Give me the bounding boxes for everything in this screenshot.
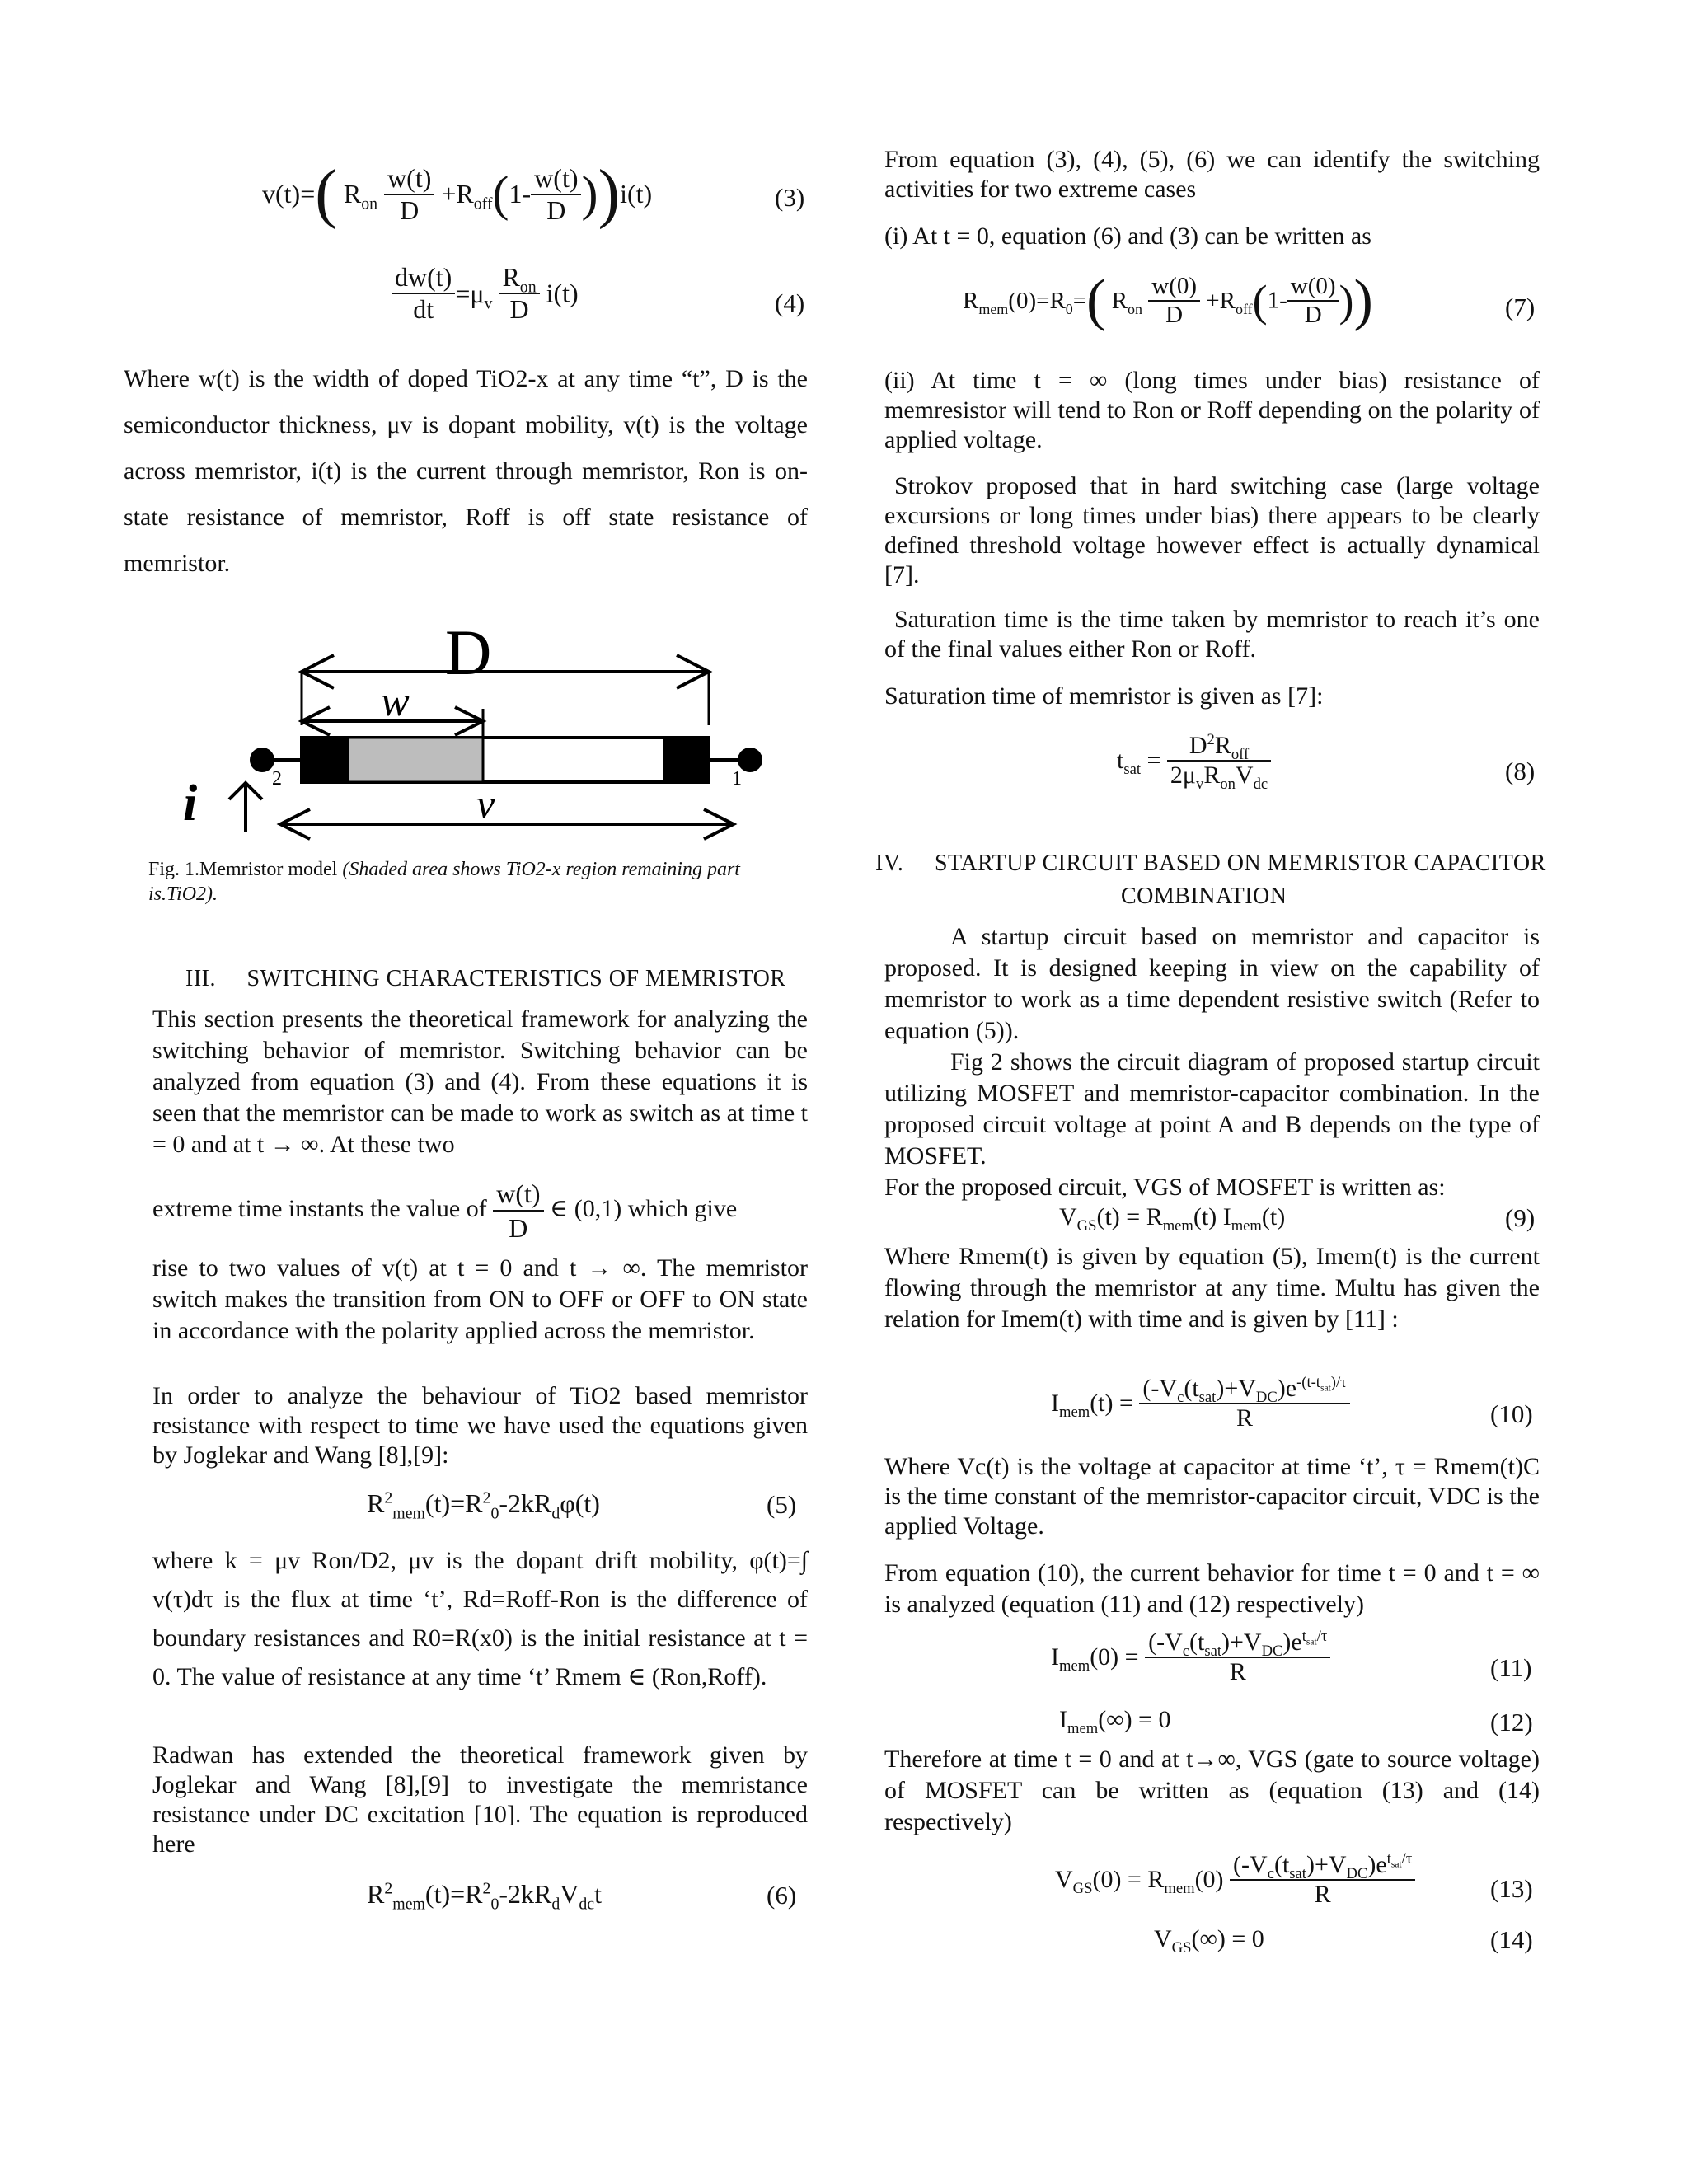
paragraph-radwan: Radwan has extended the theoretical framework given by Joglekar and Wang [8],[9] to investigate the memristance resistance under DC excitation [10]. The equation is reproduced here xyxy=(152,1741,808,1858)
label-w: w xyxy=(381,678,410,725)
equation-9: $V_{GS}(t) = R_{mem}(t)$ $I_{mem}(t)$ xyxy=(1059,1203,1286,1235)
section-4-heading: IV. STARTUP CIRCUIT BASED ON MEMRISTOR CAPACITOR xyxy=(875,851,1546,876)
paragraph-joglekar: In order to analyze the behaviour of TiO2 based memristor resistance with respect to time we have used the equations given by Joglekar and Wang [8],[9]: xyxy=(152,1382,808,1469)
equation-4: $\frac{dw(t)}{dt}$ $=\mu_v$ $\frac{R_{on}}{D}$ i(t) xyxy=(392,262,579,325)
paragraph-case-ii: (ii) At time t = ∞ (long times under bias) resistance of memresistor will tend to Ron or Roff depending on the polarity of applied voltage. xyxy=(884,367,1540,453)
equation-14-number: (14) xyxy=(1490,1925,1533,1954)
paragraph-strokov: Strokov proposed that in hard switching case (large voltage excursions or long times under bias) there appears to be clearly defined threshold voltage however effect is actually dynamical [7]. xyxy=(884,472,1540,588)
paragraph-vgs-intro: For the proposed circuit, VGS of MOSFET is written as: xyxy=(884,1174,1446,1201)
paragraph-saturation-time: Saturation time is the time taken by memristor to reach it’s one of the final values either Ron or Roff. xyxy=(884,606,1540,663)
section-3-heading: III. SWITCHING CHARACTERISTICS OF MEMRISTOR xyxy=(185,966,786,991)
equation-13: $V_{GS}(0) = R_{mem}(0)$ $\frac{(-V_c(t_{sat})+V_{DC})e^{t_{sat}/\tau}}{R}$ xyxy=(1055,1851,1415,1909)
memristor-model-figure xyxy=(165,626,791,849)
equation-9-number: (9) xyxy=(1505,1203,1536,1232)
terminal-2-label: 2 xyxy=(272,768,282,790)
paragraph-startup-intro: A startup circuit based on memristor and capacitor is proposed. It is designed keeping in view on the capability of memristor to work as a time dependent resistive switch (Refer to equation (5)). xyxy=(884,923,1540,1044)
paragraph-switch-transition: rise to two values of v(t) at t = 0 and t → ∞. The memristor switch makes the transition from ON to OFF or OFF to ON state in accordance with the polarity applied across the memristor. xyxy=(152,1254,808,1344)
paragraph-imem: Where Rmem(t) is given by equation (5), Imem(t) is the current flowing through the memristor at any time. Multu has given the relation for Imem(t) with time and is given by [11] : xyxy=(884,1243,1540,1333)
equation-6-number: (6) xyxy=(767,1881,797,1910)
paragraph-vgs-extremes: Therefore at time t = 0 and at t→∞, VGS (gate to source voltage) of MOSFET can be written as (equation (13) and (14) respectively) xyxy=(884,1746,1540,1835)
equation-6: $R^2_{mem}(t)=R^2_0-2kR_dV_{dc}t$ xyxy=(367,1879,602,1914)
paragraph-current-behavior: From equation (10), the current behavior for time t = 0 and t = ∞ is analyzed (equation (11) and (12) respectively) xyxy=(884,1559,1540,1618)
equation-5-number: (5) xyxy=(767,1490,797,1519)
label-i: i xyxy=(183,776,198,832)
paragraph-extreme-instants: extreme time instants the value of $\frac{w(t)}{D}$ ∈ (0,1) which give xyxy=(152,1179,738,1243)
paragraph-case-i: (i) At t = 0, equation (6) and (3) can be written as xyxy=(884,223,1372,250)
label-D: D xyxy=(445,626,492,688)
paragraph-fig2: Fig 2 shows the circuit diagram of proposed startup circuit utilizing MOSFET and memristor-capacitor combination. In the proposed circuit voltage at point A and B depends on the type of MOSFET. xyxy=(884,1048,1540,1169)
equation-14: $V_{GS}(\infty) = 0$ xyxy=(1154,1925,1264,1957)
equation-11-number: (11) xyxy=(1490,1653,1532,1682)
equation-3-number: (3) xyxy=(775,183,805,212)
equation-7: $R_{mem}(0)=R_0=$( $R_{on}$ $\frac{w(0)}{D}$ $+R_{off}(1-$ $\frac{w(0)}{D}$ )) xyxy=(963,269,1373,332)
equation-5: $R^2_{mem}(t)=R^2_0-2kR_d\varphi(t)$ xyxy=(367,1488,600,1523)
equation-7-number: (7) xyxy=(1505,293,1536,321)
paragraph-definitions: Where w(t) is the width of doped TiO2-x at any time “t”, D is the semiconductor thickness, μv is dopant mobility, v(t) is the voltage across memristor, i(t) is the current through memristor, Ron is on-state resistance of memristor, Roff is off state resistance of memristor. xyxy=(124,365,808,577)
terminal-1-label: 1 xyxy=(732,768,742,790)
equation-12: $I_{mem}(\infty) = 0$ xyxy=(1059,1706,1171,1737)
equation-10-number: (10) xyxy=(1490,1399,1533,1428)
equation-4-number: (4) xyxy=(775,288,805,317)
label-v: v xyxy=(476,780,495,827)
equation-12-number: (12) xyxy=(1490,1708,1533,1736)
paragraph-flux-definitions: where k = μv Ron/D2, μv is the dopant drift mobility, φ(t)=∫ v(τ)dτ is the flux at time ‘t’, Rd=Roff-Ron is the difference of boundary resistances and R0=R(x0) is the initial resistance at t = 0. The value of resistance at any time ‘t’ Rmem ∈ (Ron,Roff). xyxy=(152,1547,808,1690)
paragraph-saturation-given: Saturation time of memristor is given as [7]: xyxy=(884,682,1324,710)
equation-8-number: (8) xyxy=(1505,757,1536,785)
equation-8: $t_{sat}$ = $\frac{D^2R_{off}}{2\mu_vR_{on}V_{dc}}$ xyxy=(1117,732,1271,790)
paragraph-vc-definition: Where Vc(t) is the voltage at capacitor at time ‘t’, τ = Rmem(t)C is the time constant of the memristor-capacitor circuit, VDC is the applied Voltage. xyxy=(884,1453,1540,1540)
figure-1-caption: Fig. 1.Memristor model (Shaded area shows TiO2-x region remaining part is.TiO2). xyxy=(148,859,740,905)
equation-11: $I_{mem}(0)$ = $\frac{(-V_c(t_{sat})+V_{DC})e^{t_{sat}/\tau}}{R}$ xyxy=(1051,1629,1330,1686)
equation-13-number: (13) xyxy=(1490,1874,1533,1903)
section-4-heading-line2: COMBINATION xyxy=(1121,883,1287,909)
equation-10: $I_{mem}(t)$ = $\frac{(-V_c(t_{sat})+V_{DC})e^{-(t-t_{sat})/\tau}}{R}$ xyxy=(1051,1375,1350,1432)
paragraph-extreme-cases: From equation (3), (4), (5), (6) we can identify the switching activities for two extreme cases xyxy=(884,146,1540,203)
equation-3: v(t)=( $R_{on}$ $\frac{w(t)}{D}$ $+R_{off}(1-$ $\frac{w(t)}{D}$ ))i(t) xyxy=(262,157,653,230)
paragraph-section3-intro: This section presents the theoretical framework for analyzing the switching behavior of memristor. Switching behavior can be analyzed from equation (3) and (4). From these equations it is seen that the memristor can be made to work as switch as at time t = 0 and at t → ∞. At these two xyxy=(152,1005,808,1158)
